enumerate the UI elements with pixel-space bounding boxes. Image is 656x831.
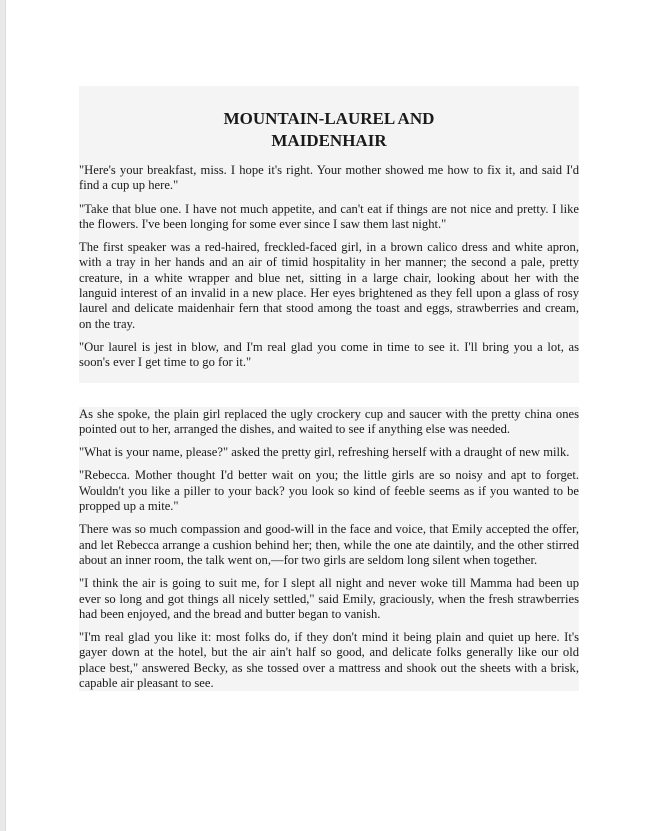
page-edge-rule <box>0 0 6 831</box>
paragraph: "Here's your breakfast, miss. I hope it's right. Your mother showed me how to fix it, and said I'd find a cup up here." <box>79 163 579 193</box>
paragraph: The first speaker was a red-haired, freckled-faced girl, in a brown calico dress and white apron, with a tray in her hands and an air of timid hospitality in her manner; the second a pale, pretty creature, in a white wrapper and blue net, sitting in a large chair, looking about her with the languid interest of an invalid in a new place. Her eyes brightened as they fell upon a glass of rosy laurel and delicate maidenhair fern that stood among the toast and eggs, strawberries and cream, on the tray. <box>79 240 579 331</box>
chapter-title <box>79 86 579 152</box>
chapter-title-line-2: MAIDENHAIR <box>271 131 387 150</box>
paragraph: "I think the air is going to suit me, for I slept all night and never woke till Mamma had been up ever so long and got things all nicely settled," said Emily, graciously, when the fresh strawberries had been enjoyed, and the bread and butter began to vanish. <box>79 576 579 621</box>
document-page <box>79 86 579 699</box>
chapter-title-line-1: MOUNTAIN-LAUREL AND <box>223 109 435 128</box>
paragraph: "Our laurel is jest in blow, and I'm real glad you come in time to see it. I'll bring you a lot, as soon's ever I get time to go for it." <box>79 339 579 370</box>
paragraph: "I'm real glad you like it: most folks do, if they don't mind it being plain and quiet up here. It's gayer down at the hotel, but the air ain't half so good, and delicate folks generally like our old place best," answered Becky, as she tossed over a mattress and shook out the sheets with a brisk, capable air pleasant to see. <box>79 630 579 691</box>
paragraph: "What is your name, please?" asked the pretty girl, refreshing herself with a draught of new milk. <box>79 445 570 460</box>
paragraph: As she spoke, the plain girl replaced the ugly crockery cup and saucer with the pretty china ones pointed out to her, arranged the dishes, and waited to see if anything else was needed. <box>79 406 579 436</box>
text-section-2 <box>79 407 579 692</box>
paragraph: "Rebecca. Mother thought I'd better wait on you; the little girls are so noisy and apt to forget. Wouldn't you like a piller to your back? you look so kind of feeble seems as if you wanted to be propped up a mite." <box>79 468 579 514</box>
section-gap <box>79 383 579 407</box>
paragraph: "Take that blue one. I have not much appetite, and can't eat if things are not nice and pretty. I like the flowers. I've been longing for some ever since I saw them last night." <box>79 201 579 231</box>
paragraph: There was so much compassion and good-will in the face and voice, that Emily accepted the offer, and let Rebecca arrange a cushion behind her; then, while the one ate daintily, and the other stirred about an inner room, the talk went on,—for two girls are seldom long silent when together. <box>79 522 579 567</box>
text-section-1 <box>79 86 579 383</box>
